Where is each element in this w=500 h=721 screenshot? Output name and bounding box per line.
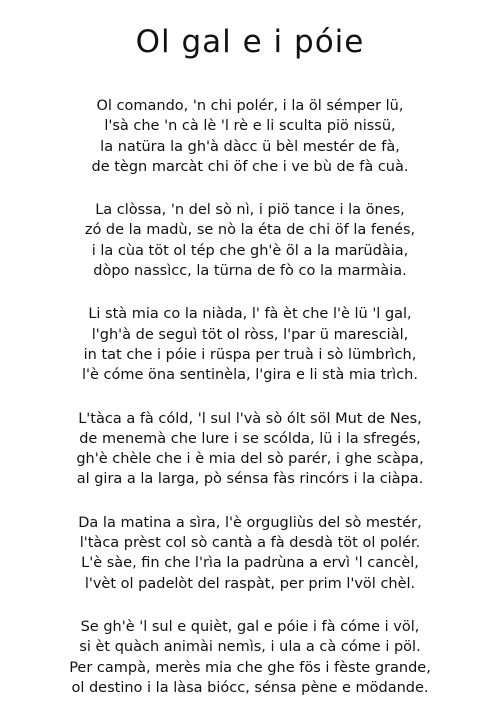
verse-line: Da la matina a sìra, l'è orgugliùs del sò mestér, xyxy=(78,514,422,531)
verse-line: si èt quàch animài nemìs, i ula a cà cóme i pöl. xyxy=(79,639,421,656)
verse-line: de tègn marcàt chi öf che i ve bù de fà cuà. xyxy=(91,158,409,175)
verse-line: l'gh'à de seguì töt ol ròss, l'par ü maresciàl, xyxy=(91,326,409,343)
verse-line: de menemà che lure i se scólda, lü i la sfregés, xyxy=(79,430,421,447)
verse-line: Ol comando, 'n chi polér, i la öl sémper lü, xyxy=(96,98,404,114)
verse-line: al gira a la larga, pò sénsa fàs rincórs i la ciàpa. xyxy=(76,471,424,488)
verse-line: l'tàca prèst col sò cantà a fà desdà töt ol polér. xyxy=(79,535,421,552)
poem-title: Ol gal e i póie xyxy=(135,24,365,60)
verse-line: la natüra la gh'à dàcc ü bèl mestér de fà, xyxy=(100,138,400,155)
verse-line: L'tàca a fà cóld, 'l sul l'và sò ólt söl Mut de Nes, xyxy=(78,410,422,427)
verse-line: Se gh'è 'l sul e quièt, gal e póie i fà cóme i völ, xyxy=(80,618,420,635)
verse-line: dòpo nassìcc, la türna de fò co la marmàia. xyxy=(93,263,407,280)
stanza-2 xyxy=(0,200,500,281)
stanza-3 xyxy=(0,304,500,385)
stanza-5 xyxy=(0,513,500,594)
stanza-6 xyxy=(0,617,500,698)
stanza-1 xyxy=(0,96,500,177)
verse-line: L'è sàe, fin che l'rìa la padrùna a ervì 'l cancèl, xyxy=(81,555,419,572)
poem-body xyxy=(0,96,500,721)
verse-line: ol destino i la làsa biócc, sénsa pène e mödande. xyxy=(71,679,429,696)
verse-line: i la cùa töt ol tép che gh'è öl a la marüdàia, xyxy=(91,242,409,259)
verse-line: gh'è chèle che i è mia del sò parér, i ghe scàpa, xyxy=(76,451,424,468)
verse-line: Li stà mia co la niàda, l' fà èt che l'è lü 'l gal, xyxy=(88,306,412,323)
stanza-4 xyxy=(0,409,500,490)
verse-line: Per campà, merès mia che ghe fös i fèste grande, xyxy=(69,659,431,676)
verse-line: l'vèt ol padelòt del raspàt, per prim l'völ chèl. xyxy=(84,575,416,592)
verse-line: zó de la madù, se nò la éta de chi öf la fenés, xyxy=(84,222,416,239)
verse-line: in tat che i póie i rüspa per truà i sò lümbrìch, xyxy=(83,346,417,363)
verse-line: l'sà che 'n cà lè 'l rè e li sculta piö nissü, xyxy=(104,118,396,135)
verse-line: l'è cóme öna sentinèla, l'gira e li stà mia trìch. xyxy=(82,367,418,384)
verse-line: La clòssa, 'n del sò nì, i piö tance i la önes, xyxy=(95,202,405,219)
